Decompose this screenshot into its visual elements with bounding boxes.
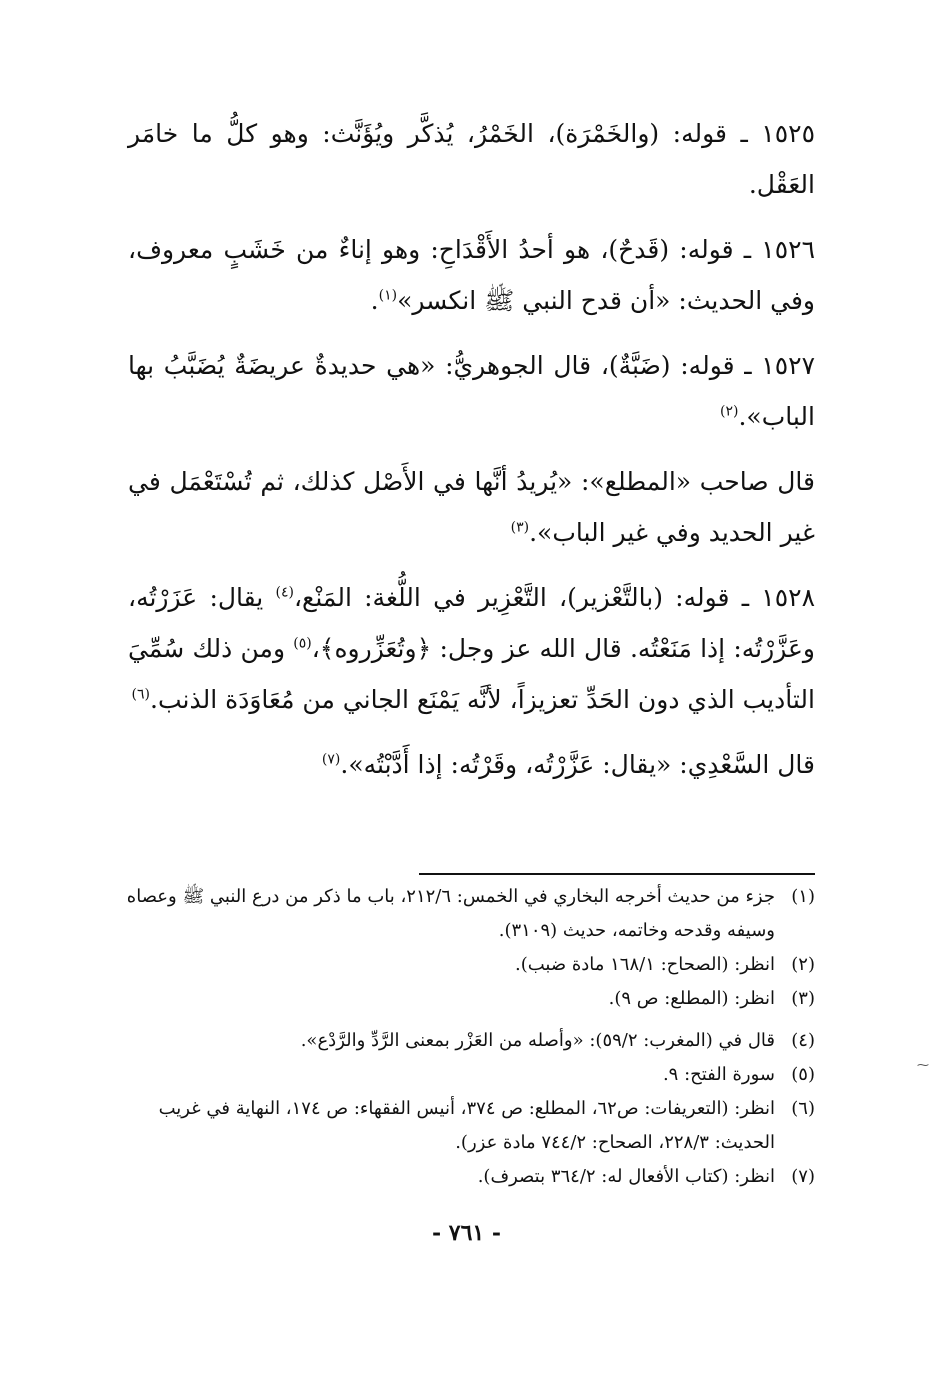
paragraph-saadi: [128, 739, 815, 790]
scan-mark: ⁓: [917, 1058, 929, 1072]
paragraph-1526: ١٥٢٦ ـ قوله: (قَدحٌ)، هو أحدُ الأَقْدَاحِ: وهو إناءٌ من خَشَبٍ معروف، وفي الحديث: «أن قدح النبي ﷺ انكسر»$^{(١)}$.: [128, 235, 815, 315]
footnote-6: [120, 1092, 815, 1160]
page-number: - ٧٦١ -: [431, 1220, 502, 1246]
footnote-text: انظر: (الصحاح: ١٦٨/١ مادة ضبب).: [514, 954, 775, 975]
footnote-text: انظر: (كتاب الأفعال له: ٣٦٤/٢ بتصرف).: [477, 1166, 775, 1187]
footnote-ref[interactable]: (٢): [720, 403, 739, 420]
footnote-1: [120, 880, 815, 948]
paragraph-1527: [128, 340, 815, 442]
footnote-number: (٤): [791, 1030, 815, 1051]
footnote-5: [120, 1058, 815, 1092]
footnote-4: [120, 1024, 815, 1058]
paragraph-text: ١٥٢٨ ـ قوله: (بالتَّعْزير)، التَّعْزِير في اللُّغة: المَنْع،: [293, 583, 815, 612]
paragraph-text: ١٥٢٧ ـ قوله: (ضَبَّةٌ)، قال الجوهريُّ: «هي حديدةٌ عريضَةٌ يُضَبَّبُ بها الباب».: [128, 351, 815, 431]
paragraph-text: قال السَّعْدِي: «يقال: عَزَّرْتُه، وقَرْتُه: إذا أَدَّبْتُه».: [340, 750, 815, 779]
footnote-7: [120, 1160, 815, 1194]
paragraph-1528: [128, 572, 815, 725]
footnote-2: [120, 948, 815, 982]
footnote-text: سورة الفتح: ٩.: [662, 1064, 775, 1085]
paragraph-text: ومن ذلك سُمِّيَ التأديب الذي دون الحَدِّ تعزيزاً، لأنَّه يَمْنَع الجاني من مُعَاوَدَة الذنب.: [128, 634, 815, 714]
paragraph-text: قال صاحب «المطلع»: «يُريدُ أنَّها في الأَصْل كذلك، ثم تُسْتَعْمَل في غير الحديد وفي غير الباب».: [128, 467, 815, 547]
footnote-separator: [419, 873, 815, 875]
footnotes: [120, 880, 815, 1194]
footnote-number: (٣): [791, 988, 815, 1009]
footnote-ref[interactable]: (٣): [510, 519, 530, 536]
footnote-text: قال في (المغرب: ٥٩/٢): «وأصله من العَزْر بمعنى الرَّدِّ والرَّدْع».: [300, 1030, 775, 1051]
footnote-number: (٦): [791, 1098, 815, 1119]
paragraph-text: يقال: عَزَرْتُه، وعَزَّرْتُه: إذا مَنَعْتُه. قال الله عز وجل: ﴿وتُعَزِّروه﴾،: [128, 583, 815, 663]
paragraph-text: ١٥٢٦ ـ قوله: (قَدحٌ)، هو أحدُ الأَقْدَاحِ: وهو إناءٌ من خَشَبٍ معروف، وفي الحديث: «أن قدح النبي ﷺ انكسر»: [128, 235, 815, 315]
footnote-number: (١): [791, 886, 815, 907]
footnote-number: (٧): [791, 1166, 815, 1187]
paragraph-matla: [128, 456, 815, 558]
footnote-text: انظر: (المطلع: ص ٩).: [608, 988, 775, 1009]
footnote-text: انظر: (التعريفات: ص٦٢، المطلع: ص ٣٧٤، أنيس الفقهاء: ص ١٧٤، النهاية في غريب الحديث: ٢٢٨/٣، الصحاح: ٧٤٤/٢ مادة عزر).: [158, 1098, 775, 1153]
footnote-text: جزء من حديث أخرجه البخاري في الخمس: ٢١٢/٦، باب ما ذكر من درع النبي ﷺ وعصاه وسيفه وقدحه وخاتمه، حديث (٣١٠٩).: [126, 886, 775, 941]
footnote-ref[interactable]: (٦): [131, 686, 151, 703]
footnote-ref[interactable]: (٧): [321, 751, 341, 768]
paragraph-text: ١٥٢٥ ـ قوله: (والخَمْرَة)، الخَمْرُ، يُذكَّر ويُؤَنَّث: وهو كلُّ ما خامَر العَقْل.: [128, 119, 815, 199]
footnote-ref[interactable]: (٥): [293, 635, 312, 652]
paragraph-1525: [128, 108, 815, 210]
footnote-3: [120, 982, 815, 1016]
footnote-gap: [120, 1016, 815, 1024]
footnote-ref[interactable]: (١): [378, 287, 398, 304]
footnote-number: (٢): [791, 954, 815, 975]
footnote-ref[interactable]: (٤): [275, 584, 294, 601]
main-text: [128, 108, 815, 804]
footnote-number: (٥): [791, 1064, 815, 1085]
